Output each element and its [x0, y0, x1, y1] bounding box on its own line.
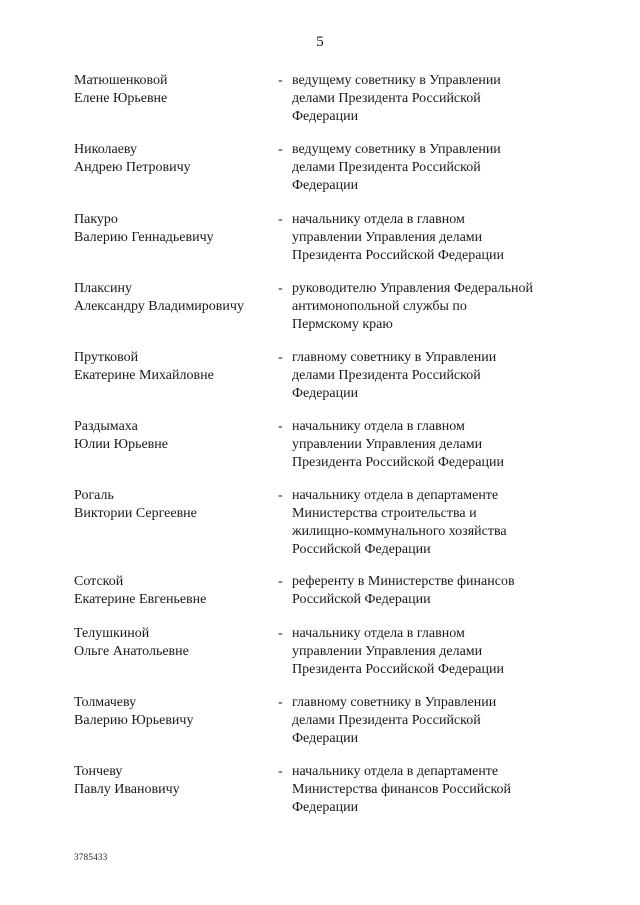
- surname: Прутковой: [74, 350, 139, 365]
- given-names: Ольге Анатольевне: [74, 644, 189, 659]
- person-name: [74, 72, 269, 108]
- given-names: Екатерине Евгеньевне: [74, 592, 207, 607]
- position-line: антимонопольной службы по: [292, 299, 467, 314]
- person-name: [74, 573, 269, 609]
- position-line: референту в Министерстве финансов: [292, 574, 515, 589]
- position-line: главному советнику в Управлении: [292, 350, 497, 365]
- person-name: [74, 625, 269, 661]
- position-title: [292, 72, 562, 126]
- position-line: Федерации: [292, 386, 359, 401]
- given-names: Юлии Юрьевне: [74, 437, 168, 452]
- position-line: Президента Российской Федерации: [292, 455, 504, 470]
- dash-separator: -: [278, 419, 283, 434]
- surname: Плаксину: [74, 281, 132, 296]
- person-name: [74, 211, 269, 247]
- position-title: [292, 141, 562, 195]
- given-names: Валерию Юрьевичу: [74, 713, 194, 728]
- person-name: [74, 280, 269, 316]
- position-line: управлении Управления делами: [292, 230, 483, 245]
- surname: Пакуро: [74, 212, 118, 227]
- surname: Рогаль: [74, 488, 114, 503]
- dash-separator: -: [278, 212, 283, 227]
- position-title: [292, 418, 562, 472]
- position-line: главному советнику в Управлении: [292, 695, 497, 710]
- surname: Тончеву: [74, 764, 123, 779]
- given-names: Александру Владимировичу: [74, 299, 244, 314]
- dash-separator: -: [278, 764, 283, 779]
- position-line: Министерства строительства и: [292, 506, 477, 521]
- dash-separator: -: [278, 574, 283, 589]
- position-title: [292, 211, 562, 265]
- position-line: начальнику отдела в главном: [292, 212, 465, 227]
- position-line: делами Президента Российской: [292, 368, 481, 383]
- dash-separator: -: [278, 695, 283, 710]
- dash-separator: -: [278, 142, 283, 157]
- position-line: Федерации: [292, 178, 359, 193]
- surname: Матюшенковой: [74, 73, 168, 88]
- position-title: [292, 694, 562, 748]
- position-title: [292, 763, 562, 817]
- person-name: [74, 418, 269, 454]
- person-name: [74, 763, 269, 799]
- surname: Телушкиной: [74, 626, 150, 641]
- surname: Николаеву: [74, 142, 138, 157]
- given-names: Виктории Сергеевне: [74, 506, 197, 521]
- dash-separator: -: [278, 350, 283, 365]
- position-line: руководителю Управления Федеральной: [292, 281, 533, 296]
- position-line: делами Президента Российской: [292, 160, 481, 175]
- given-names: Павлу Ивановичу: [74, 782, 180, 797]
- position-line: делами Президента Российской: [292, 713, 481, 728]
- given-names: Екатерине Михайловне: [74, 368, 214, 383]
- position-line: начальнику отдела в департаменте: [292, 488, 499, 503]
- position-line: управлении Управления делами: [292, 644, 483, 659]
- given-names: Елене Юрьевне: [74, 91, 168, 106]
- position-line: ведущему советнику в Управлении: [292, 142, 501, 157]
- surname: Толмачеву: [74, 695, 137, 710]
- page-number: 5: [316, 34, 324, 50]
- position-line: жилищно-коммунального хозяйства: [292, 524, 507, 539]
- position-line: ведущему советнику в Управлении: [292, 73, 501, 88]
- position-line: начальнику отдела в главном: [292, 419, 465, 434]
- document-code: 3785433: [74, 852, 108, 862]
- position-title: [292, 280, 562, 334]
- dash-separator: -: [278, 626, 283, 641]
- position-line: Президента Российской Федерации: [292, 248, 504, 263]
- given-names: Валерию Геннадьевичу: [74, 230, 214, 245]
- position-line: управлении Управления делами: [292, 437, 483, 452]
- position-line: делами Президента Российской: [292, 91, 481, 106]
- position-title: [292, 487, 562, 559]
- position-line: Пермскому краю: [292, 317, 393, 332]
- person-name: [74, 694, 269, 730]
- position-line: Президента Российской Федерации: [292, 662, 504, 677]
- dash-separator: -: [278, 488, 283, 503]
- position-title: [292, 349, 562, 403]
- position-line: Федерации: [292, 800, 359, 815]
- surname: Сотской: [74, 574, 124, 589]
- person-name: [74, 141, 269, 177]
- given-names: Андрею Петровичу: [74, 160, 191, 175]
- position-line: Федерации: [292, 731, 359, 746]
- dash-separator: -: [278, 73, 283, 88]
- position-title: [292, 625, 562, 679]
- position-line: начальнику отдела в главном: [292, 626, 465, 641]
- position-line: начальнику отдела в департаменте: [292, 764, 499, 779]
- position-line: Министерства финансов Российской: [292, 782, 512, 797]
- surname: Раздымаха: [74, 419, 138, 434]
- person-name: [74, 487, 269, 523]
- position-line: Российской Федерации: [292, 542, 431, 557]
- position-title: [292, 573, 562, 609]
- dash-separator: -: [278, 281, 283, 296]
- position-line: Федерации: [292, 109, 359, 124]
- position-line: Российской Федерации: [292, 592, 431, 607]
- person-name: [74, 349, 269, 385]
